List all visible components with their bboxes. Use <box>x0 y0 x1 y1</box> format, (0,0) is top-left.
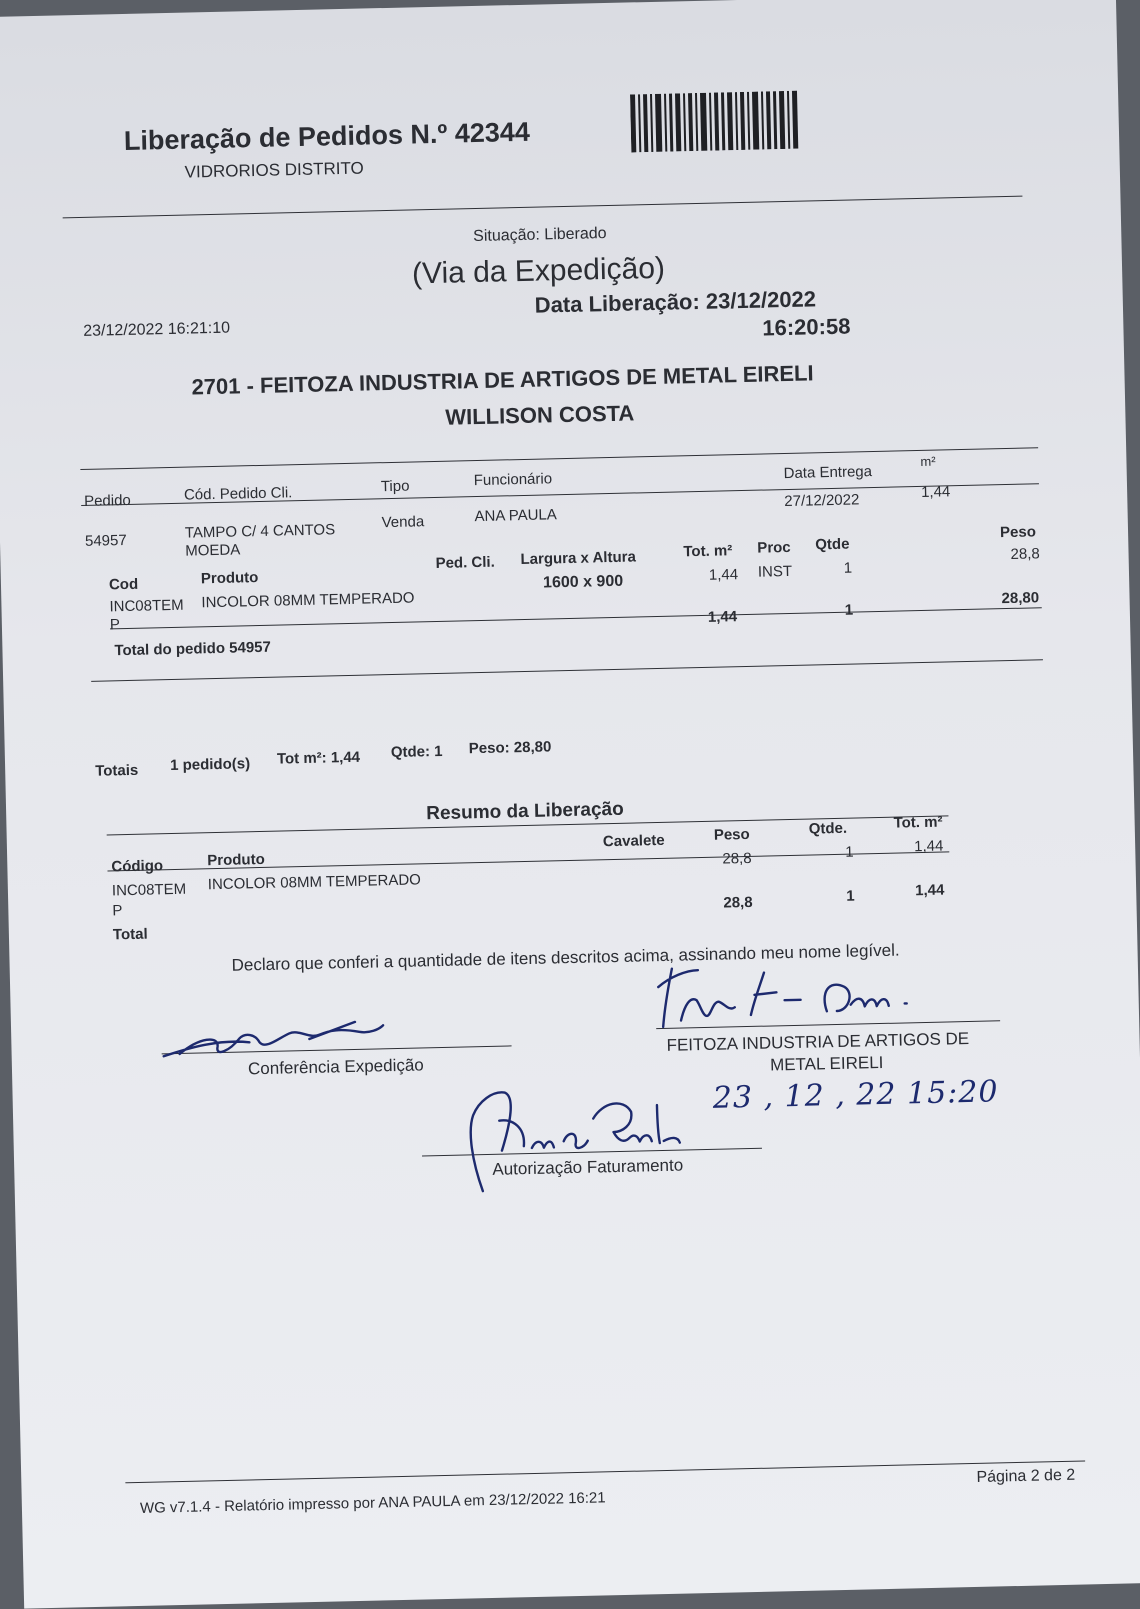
item-header-proc: Proc <box>757 538 791 557</box>
order-m2: 1,44 <box>920 483 951 501</box>
cliente-signature-line1: FEITOZA INDUSTRIA DE ARTIGOS DE <box>666 1029 970 1055</box>
autorizacao-signature <box>452 1077 685 1202</box>
header-cod-pedido-cli: Cód. Pedido Cli. <box>183 484 293 504</box>
resumo-tot-m2: 1,44 <box>913 837 944 856</box>
resumo-header-produto: Produto <box>207 850 265 870</box>
order-total-label: Total do pedido 54957 <box>114 638 272 660</box>
order-funcionario: ANA PAULA <box>474 506 557 526</box>
item-qtde: 1 <box>843 559 853 577</box>
order-cod-line1: TAMPO C/ 4 CANTOS <box>184 521 336 542</box>
order-pedido: 54957 <box>84 531 127 550</box>
item-divider <box>110 607 1042 629</box>
header-tipo: Tipo <box>380 477 410 496</box>
order-data-entrega: 27/12/2022 <box>784 491 860 511</box>
item-header-dimensoes: Largura x Altura <box>520 548 637 569</box>
resumo-qtde: 1 <box>845 843 854 861</box>
totais-label: Totais <box>95 761 139 780</box>
item-header-peso: Peso <box>999 523 1037 542</box>
item-header-cod: Cod <box>108 575 139 594</box>
resumo-header-tot-m2: Tot. m² <box>893 813 943 832</box>
header-m2: m² <box>920 453 936 469</box>
handwritten-date: 23 , 12 , 22 15:20 <box>712 1074 999 1116</box>
company-name: VIDRORIOS DISTRITO <box>184 158 364 182</box>
totais-m2: Tot m²: 1,44 <box>276 748 361 768</box>
hora-liberacao: 16:20:58 <box>762 313 851 341</box>
conferencia-label: Conferência Expedição <box>247 1055 424 1079</box>
cliente-signature-line2: METAL EIRELI <box>769 1052 884 1075</box>
item-produto: INCOLOR 08MM TEMPERADO <box>201 589 415 612</box>
client-name: 2701 - FEITOZA INDUSTRIA DE ARTIGOS DE METAL EIRELI <box>191 360 814 400</box>
item-header-produto: Produto <box>200 569 259 588</box>
totais-qtde: Qtde: 1 <box>390 742 443 762</box>
resumo-codigo-line1: INC08TEM <box>111 880 187 900</box>
resumo-total-qtde: 1 <box>846 887 855 905</box>
resumo-codigo-line2: P <box>112 902 123 920</box>
barcode-icon <box>630 91 803 153</box>
autorizacao-label: Autorização Faturamento <box>492 1155 684 1179</box>
header-divider <box>63 196 1023 219</box>
item-header-qtde: Qtde <box>815 535 850 554</box>
order-bottom-divider <box>91 659 1043 682</box>
order-total-qtde: 1 <box>844 601 854 619</box>
item-tot-m2: 1,44 <box>708 566 739 584</box>
resumo-header-peso: Peso <box>713 825 750 844</box>
header-funcionario: Funcionário <box>473 470 553 490</box>
situacao-label: Situação: Liberado <box>472 225 607 246</box>
totais-peso: Peso: 28,80 <box>468 738 552 758</box>
totais-pedidos: 1 pedido(s) <box>169 755 251 775</box>
item-header-ped-cli: Ped. Cli. <box>435 553 495 572</box>
resumo-total-peso: 28,8 <box>723 893 753 912</box>
resumo-peso: 28,8 <box>722 849 752 868</box>
resumo-title: Resumo da Liberação <box>426 798 624 825</box>
data-liberacao: Data Liberação: 23/12/2022 <box>534 286 817 318</box>
resumo-header-cavalete: Cavalete <box>602 831 665 851</box>
order-cod-line2: MOEDA <box>185 541 241 560</box>
via-label: (Via da Expedição) <box>411 251 666 291</box>
footer-report: WG v7.1.4 - Relatório impresso por ANA PAULA em 23/12/2022 16:21 <box>139 1489 606 1517</box>
order-total-peso: 28,80 <box>1001 589 1040 608</box>
resumo-header-qtde: Qtde. <box>808 819 848 838</box>
order-total-m2: 1,44 <box>707 608 738 626</box>
header-data-entrega: Data Entrega <box>783 463 873 483</box>
barcode <box>630 91 803 153</box>
printed-timestamp: 23/12/2022 16:21:10 <box>83 319 231 340</box>
header-pedido: Pedido <box>83 491 132 510</box>
client-contact: WILLISON COSTA <box>445 400 635 430</box>
order-top-divider <box>80 447 1038 470</box>
declaracao-text: Declaro que conferi a quantidade de itens descritos acima, assinando meu nome legível. <box>231 940 900 975</box>
item-cod-line1: INC08TEM <box>109 596 184 616</box>
footer-page: Página 2 de 2 <box>976 1466 1076 1486</box>
resumo-total-label: Total <box>112 925 148 944</box>
order-tipo: Venda <box>381 513 425 532</box>
item-dimensoes: 1600 x 900 <box>542 572 624 592</box>
resumo-total-m2: 1,44 <box>914 881 945 900</box>
footer-divider <box>125 1460 1085 1483</box>
item-header-tot-m2: Tot. m² <box>683 542 733 561</box>
item-peso: 28,8 <box>1010 545 1040 563</box>
item-cod-line2: P <box>109 616 121 634</box>
item-proc: INST <box>757 562 793 581</box>
cliente-signature <box>650 950 952 1037</box>
document-title: Liberação de Pedidos N.º 42344 <box>123 116 531 156</box>
resumo-header-codigo: Código <box>111 857 164 876</box>
resumo-produto: INCOLOR 08MM TEMPERADO <box>207 871 422 894</box>
